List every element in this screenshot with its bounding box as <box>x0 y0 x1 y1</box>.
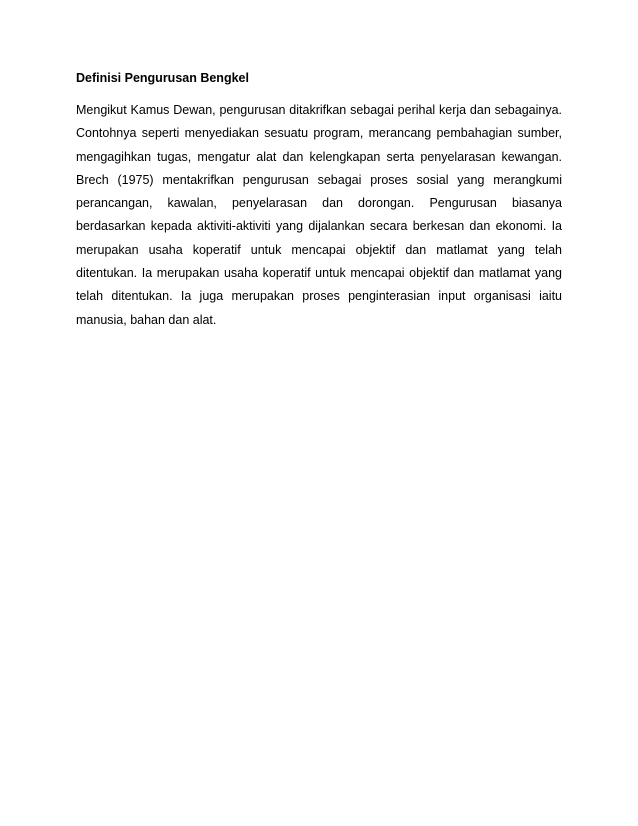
paragraph-line-9: telah ditentukan. Ia juga merupakan proses penginterasian input organisasi iaitu <box>76 289 562 304</box>
paragraph-line-4: Brech (1975) mentakrifkan pengurusan sebagai proses sosial yang merangkumi <box>76 172 562 187</box>
paragraph-line-8: ditentukan. Ia merupakan usaha koperatif untuk mencapai objektif dan matlamat yang <box>76 266 562 281</box>
paragraph-line-3: mengagihkan tugas, mengatur alat dan kelengkapan serta penyelarasan kewangan. <box>76 149 562 164</box>
paragraph-line-1: Mengikut Kamus Dewan, pengurusan ditakrifkan sebagai perihal kerja dan sebagainya. <box>76 103 562 117</box>
paragraph-line-2: Contohnya seperti menyediakan sesuatu program, merancang pembahagian sumber, <box>76 126 562 141</box>
paragraph-line-5: perancangan, kawalan, penyelarasan dan dorongan. Pengurusan biasanya <box>76 196 562 211</box>
paragraph-line-7: merupakan usaha koperatif untuk mencapai objektif dan matlamat yang telah <box>76 242 562 257</box>
body-paragraph <box>76 99 562 332</box>
paragraph-line-10: manusia, bahan dan alat. <box>76 312 217 327</box>
paragraph-line-6: berdasarkan kepada aktiviti-aktiviti yang dijalankan secara berkesan dan ekonomi. Ia <box>76 219 562 234</box>
document-body <box>76 68 562 332</box>
section-heading: Definisi Pengurusan Bengkel <box>76 71 249 85</box>
